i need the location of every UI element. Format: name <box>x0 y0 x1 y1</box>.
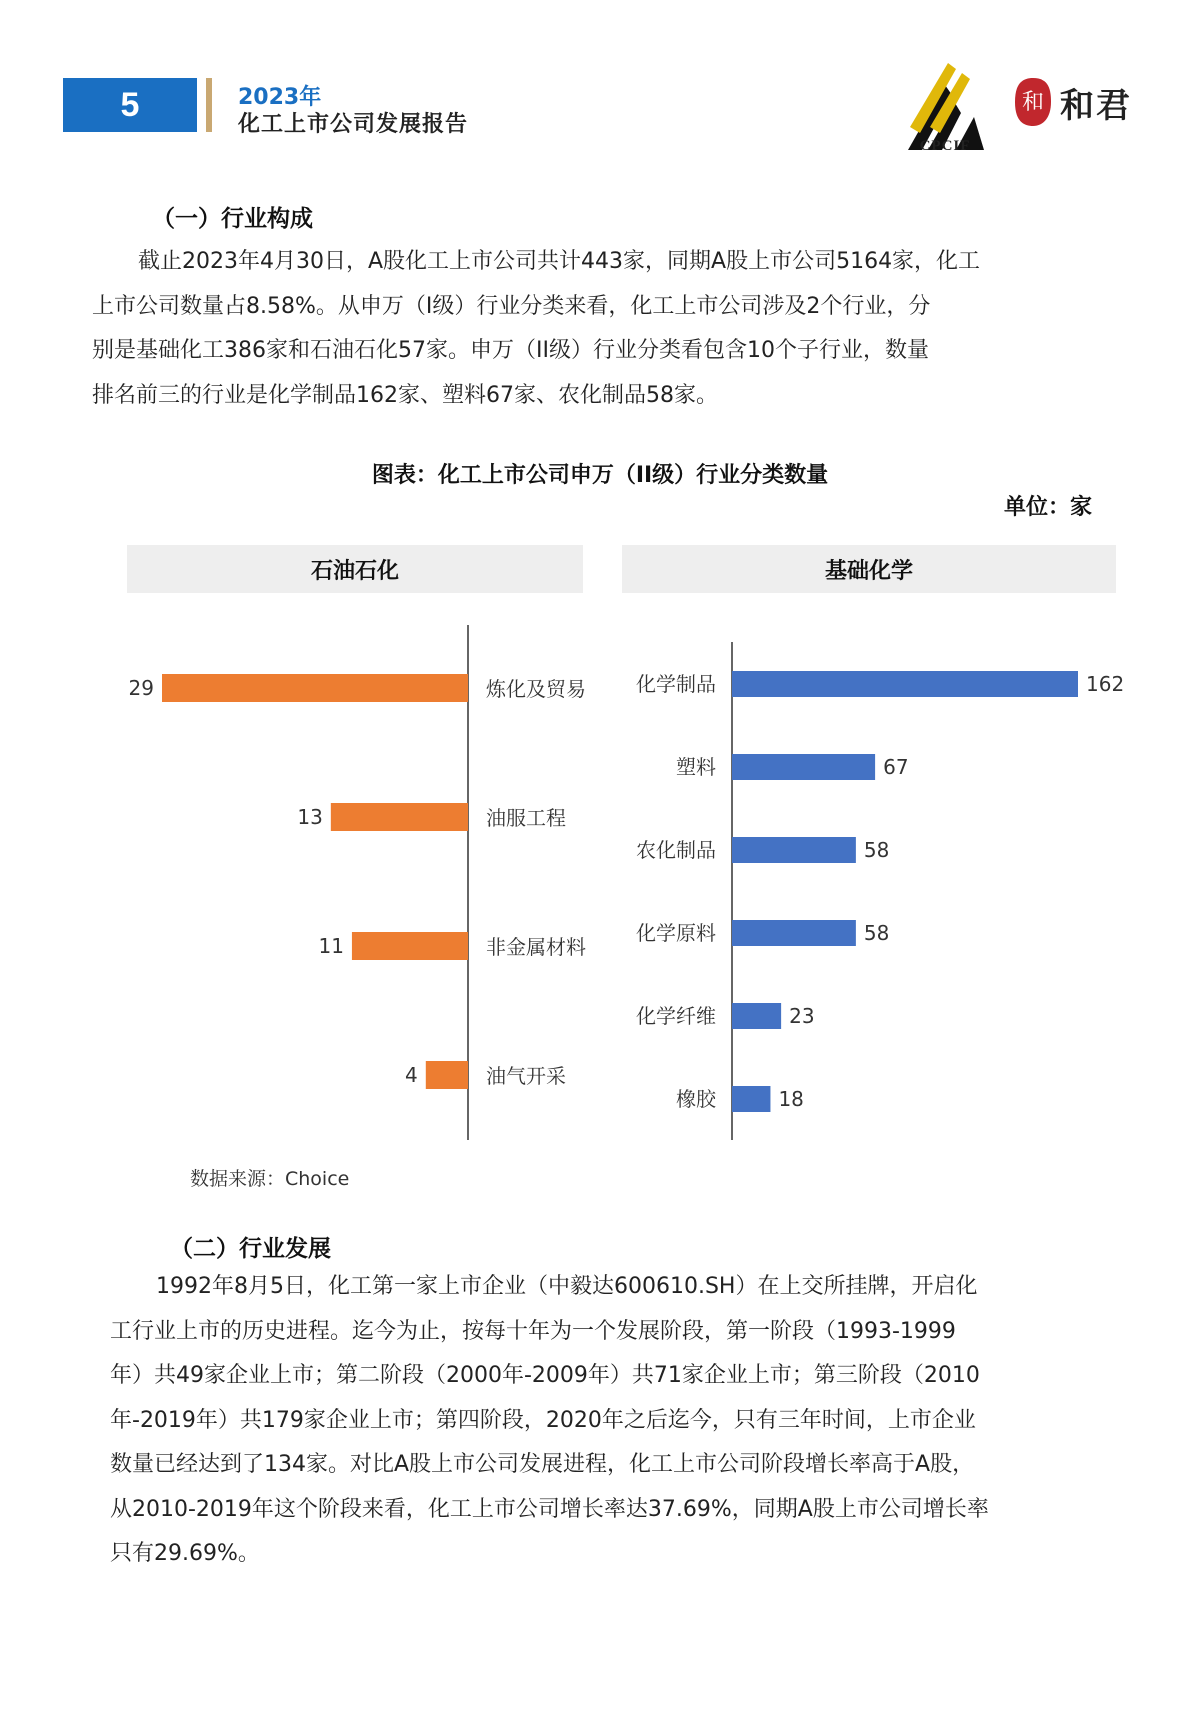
section1-line: 排名前三的行业是化学制品162家、塑料67家、农化制品58家。 <box>92 382 718 408</box>
section2-line: 从2010-2019年这个阶段来看，化工上市公司增长率达37.69%，同期A股上市公司增长率 <box>110 1496 989 1522</box>
section2-heading: （二）行业发展 <box>170 1236 331 1262</box>
section2-line: 1992年8月5日，化工第一家上市企业（中毅达600610.SH）在上交所挂牌，开启化 <box>156 1274 978 1299</box>
section1-paragraph <box>92 240 1110 418</box>
section2-paragraph <box>110 1265 1140 1577</box>
category-label-petrochem-4: 油气开采 <box>486 1064 566 1088</box>
category-label-basic-chem-6: 橡胶 <box>676 1087 716 1111</box>
bar-petrochem-4 <box>426 1061 468 1089</box>
category-label-basic-chem-2: 塑料 <box>676 755 716 779</box>
data-label-basic-chem-4: 58 <box>863 921 890 945</box>
bar-basic-chem-2 <box>732 754 875 780</box>
hejun-logo-text: 和君 <box>1060 86 1132 126</box>
section2-line: 工行业上市的历史进程。迄今为止，按每十年为一个发展阶段，第一阶段（1993-1999 <box>110 1318 956 1344</box>
bar-petrochem-2 <box>331 803 468 831</box>
panel-heading-basic-chem-label: 基础化学 <box>824 558 913 584</box>
report-year: 2023年 <box>238 85 322 110</box>
report-title: 化工上市公司发展报告 <box>238 112 469 137</box>
bar-basic-chem-5 <box>732 1003 781 1029</box>
section1-line: 上市公司数量占8.58%。从申万（I级）行业分类来看，化工上市公司涉及2个行业，分 <box>92 293 931 319</box>
bar-basic-chem-6 <box>732 1086 770 1112</box>
category-label-petrochem-1: 炼化及贸易 <box>486 677 586 701</box>
section2-line: 只有29.69%。 <box>110 1541 260 1566</box>
bar-chart <box>0 600 1200 1160</box>
data-label-basic-chem-6: 18 <box>778 1087 804 1111</box>
section2-line: 年）共49家企业上市；第二阶段（2000年-2009年）共71家企业上市；第三阶段（2010 <box>110 1363 980 1388</box>
data-label-basic-chem-1: 162 <box>1086 672 1125 696</box>
section1-line: 别是基础化工386家和石油石化57家。申万（II级）行业分类看包含10个子行业，数量 <box>92 338 929 363</box>
panel-heading-petrochem <box>127 545 583 593</box>
bar-basic-chem-1 <box>732 671 1078 697</box>
hejun-seal-char: 和 <box>1021 90 1045 115</box>
page-number: 5 <box>120 85 140 124</box>
chart-title: 图表：化工上市公司申万（II级）行业分类数量 <box>371 463 829 488</box>
bar-basic-chem-3 <box>732 837 856 863</box>
data-label-petrochem-3: 11 <box>318 934 344 958</box>
data-label-petrochem-1: 29 <box>128 676 154 700</box>
data-label-petrochem-2: 13 <box>297 805 323 829</box>
chart-unit: 单位：家 <box>1004 495 1093 520</box>
hejun-seal-icon <box>1013 76 1053 128</box>
panel-heading-basic-chem <box>622 545 1116 593</box>
category-label-basic-chem-5: 化学纤维 <box>636 1004 716 1028</box>
data-label-basic-chem-3: 58 <box>863 838 890 862</box>
category-label-petrochem-3: 非金属材料 <box>486 935 586 959</box>
cpcif-logo-text: CPCIF <box>919 138 971 154</box>
data-label-basic-chem-2: 67 <box>883 755 909 779</box>
bar-petrochem-1 <box>162 674 468 702</box>
section1-line: 截止2023年4月30日，A股化工上市公司共计443家，同期A股上市公司5164家，化工 <box>138 249 981 274</box>
panel-heading-petrochem-label: 石油石化 <box>310 558 399 584</box>
bar-basic-chem-4 <box>732 920 856 946</box>
page-number-badge <box>63 78 197 132</box>
category-label-petrochem-2: 油服工程 <box>486 806 566 830</box>
section1-heading: （一）行业构成 <box>152 206 313 232</box>
data-label-petrochem-4: 4 <box>405 1063 418 1087</box>
category-label-basic-chem-3: 农化制品 <box>636 838 716 862</box>
chart-source: 数据来源：Choice <box>190 1168 350 1190</box>
section2-line: 年-2019年）共179家企业上市；第四阶段，2020年之后迄今，只有三年时间，上市企业 <box>110 1407 976 1433</box>
category-label-basic-chem-1: 化学制品 <box>636 672 716 696</box>
section2-line: 数量已经达到了134家。对比A股上市公司发展进程，化工上市公司阶段增长率高于A股， <box>110 1452 975 1477</box>
header-divider <box>206 78 212 132</box>
bar-petrochem-3 <box>352 932 468 960</box>
category-label-basic-chem-4: 化学原料 <box>636 921 716 945</box>
data-label-basic-chem-5: 23 <box>789 1004 815 1028</box>
